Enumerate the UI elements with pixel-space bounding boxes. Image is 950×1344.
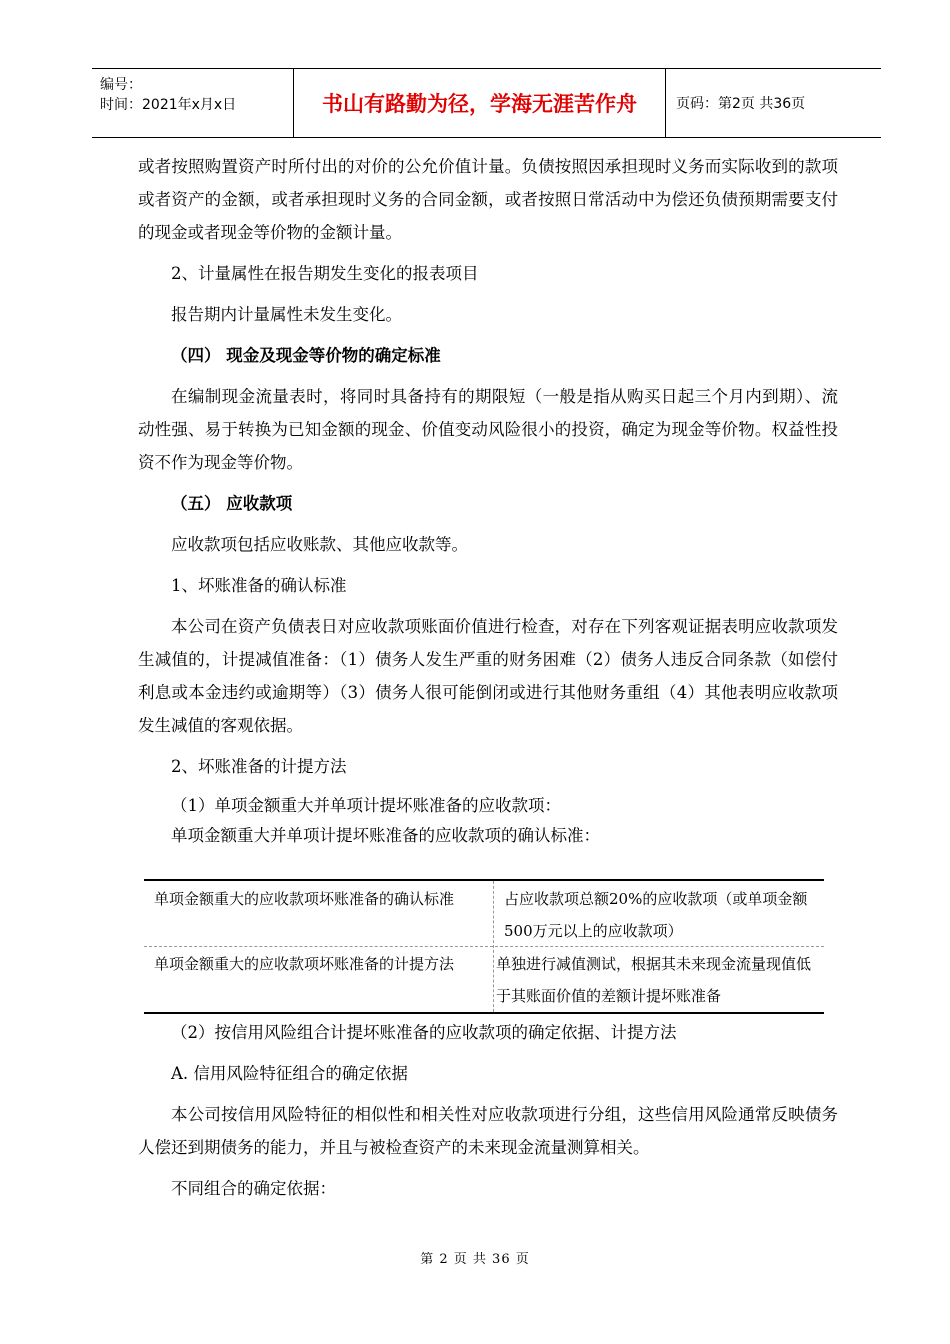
page-header xyxy=(92,68,881,138)
document-body-continued xyxy=(138,1016,838,1213)
header-motto: 书山有路勤为径，学海无涯苦作舟 xyxy=(322,92,637,116)
paragraph: 单项金额重大并单项计提坏账准备的应收款项的确认标准： xyxy=(171,826,600,845)
criteria-table xyxy=(144,879,824,1014)
paragraph: 应收款项包括应收账款、其他应收款等。 xyxy=(171,535,468,554)
page-footer: 第 2 页 共 36 页 xyxy=(420,1252,530,1267)
paragraph: 在编制现金流量表时，将同时具备持有的期限短（一般是指从购买日起三个月内到期）、流动性强、易于转换为已知金额的现金、价值变动风险很小的投资，确定为现金等价物。权益性投资不作为现金等价物。 xyxy=(138,387,838,472)
header-number-label: 编号： xyxy=(100,77,142,93)
paragraph: A. 信用风险特征组合的确定依据 xyxy=(171,1064,408,1083)
paragraph: 本公司在资产负债表日对应收款项账面价值进行检查，对存在下列客观证据表明应收款项发生减值的，计提减值准备：（1）债务人发生严重的财务困难（2）债务人违反合同条款（如偿付利息或本金违约或逾期等）（3）债务人很可能倒闭或进行其他财务重组（4）其他表明应收款项发生减值的客观依据。 xyxy=(138,617,838,735)
paragraph: 1、坏账准备的确认标准 xyxy=(171,576,347,595)
section-heading: （四） 现金及现金等价物的确定标准 xyxy=(171,346,441,365)
paragraph: 2、计量属性在报告期发生变化的报表项目 xyxy=(171,264,479,283)
paragraph: 2、坏账准备的计提方法 xyxy=(171,757,347,776)
table-cell: 单项金额重大的应收款项坏账准备的计提方法 xyxy=(154,955,455,973)
header-meta xyxy=(100,75,236,115)
header-divider xyxy=(665,69,666,137)
table-cell: 单独进行减值测试，根据其未来现金流量现值低于其账面价值的差额计提坏账准备 xyxy=(496,955,812,1005)
paragraph: 不同组合的确定依据： xyxy=(171,1179,336,1198)
table-cell: 占应收款项总额20%的应收款项（或单项金额500万元以上的应收款项） xyxy=(504,890,808,940)
paragraph: 报告期内计量属性未发生变化。 xyxy=(171,305,402,324)
document-body xyxy=(138,150,838,859)
section-heading: （五） 应收款项 xyxy=(171,494,293,513)
table-cell: 单项金额重大的应收款项坏账准备的确认标准 xyxy=(154,890,455,908)
header-page-info: 页码：第2页 共36页 xyxy=(676,96,806,112)
paragraph: （1）单项金额重大并单项计提坏账准备的应收款项： xyxy=(171,796,561,815)
paragraph: 本公司按信用风险特征的相似性和相关性对应收款项进行分组，这些信用风险通常反映债务人偿还到期债务的能力，并且与被检查资产的未来现金流量测算相关。 xyxy=(138,1105,838,1157)
paragraph: 或者按照购置资产时所付出的对价的公允价值计量。负债按照因承担现时义务而实际收到的款项或者资产的金额，或者承担现时义务的合同金额，或者按照日常活动中为偿还负债预期需要支付的现金或者现金等价物的金额计量。 xyxy=(138,157,838,242)
header-time-label: 时间：2021年x月x日 xyxy=(100,97,237,113)
paragraph: （2）按信用风险组合计提坏账准备的应收款项的确定依据、计提方法 xyxy=(171,1023,677,1042)
